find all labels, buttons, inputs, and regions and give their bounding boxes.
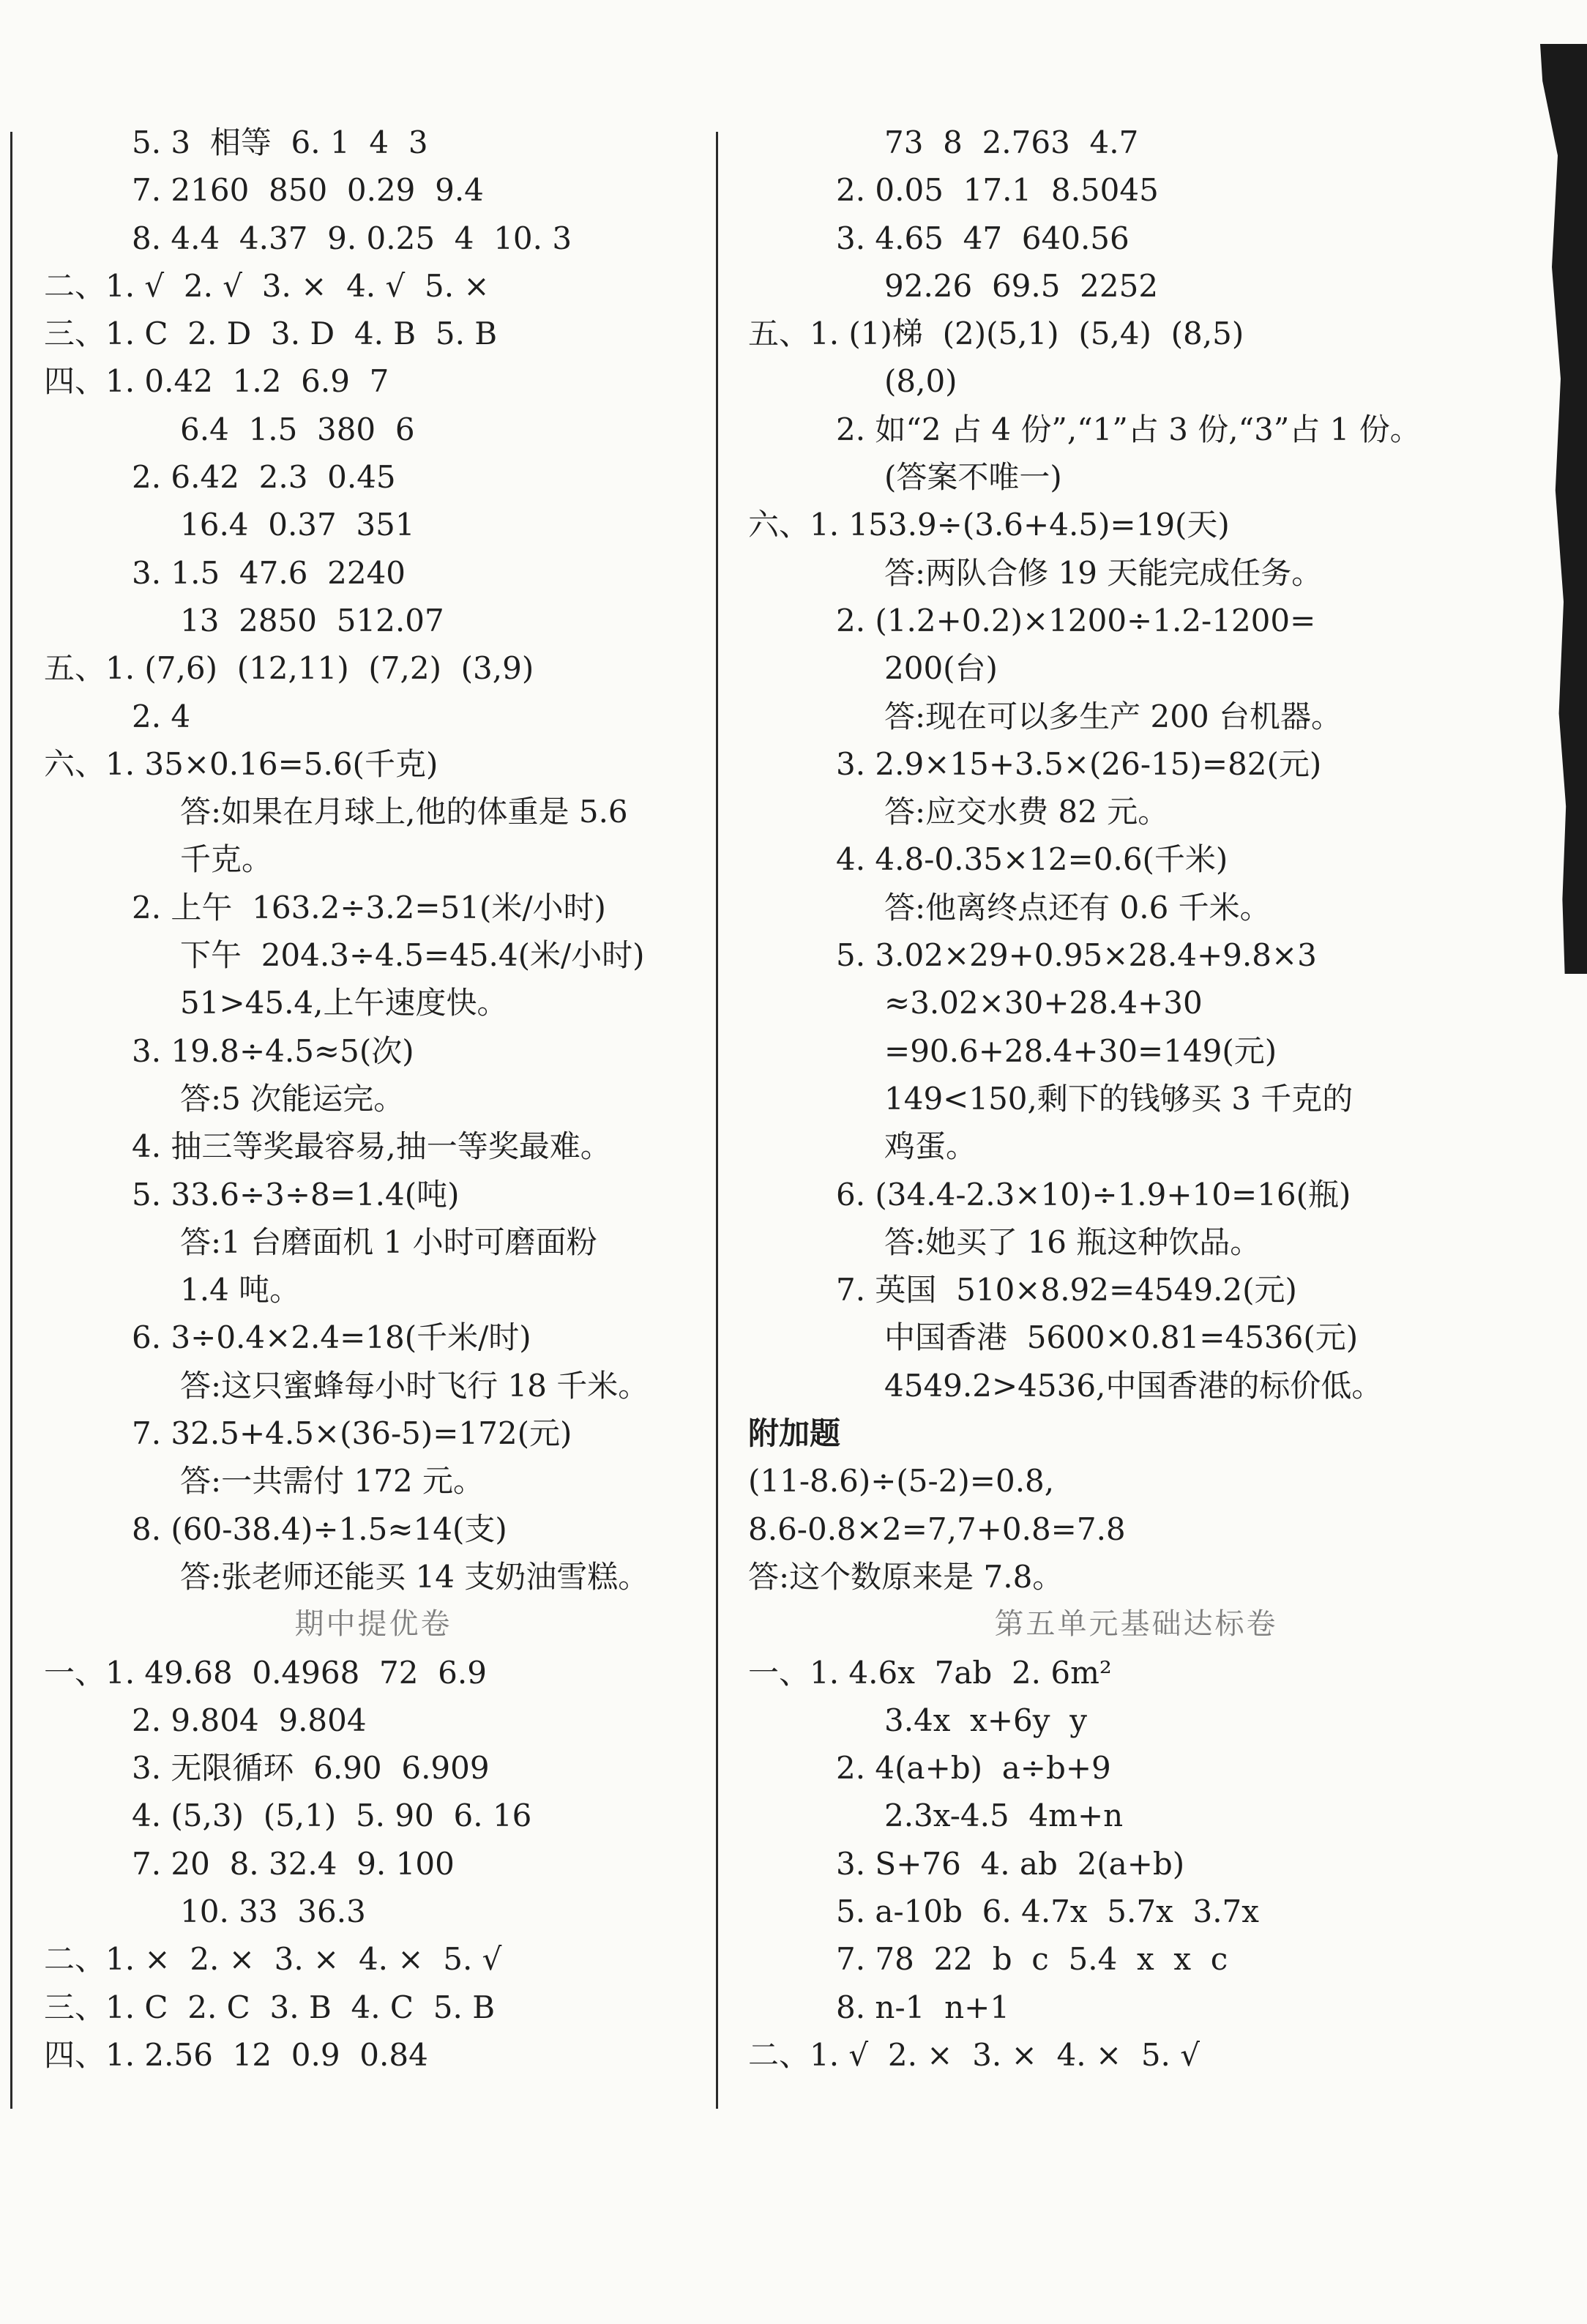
answer-line: 7. 32.5+4.5×(36-5)=172(元) [132, 1415, 572, 1452]
answer-line: 7. 2160 850 0.29 9.4 [132, 172, 484, 209]
answer-line: 六、1. 35×0.16=5.6(千克) [44, 745, 438, 782]
answer-line: (11-8.6)÷(5-2)=0.8, [748, 1463, 1055, 1500]
answer-line: 2. 4 [132, 698, 191, 734]
answer-line: 149<150,剩下的钱够买 3 千克的 [884, 1080, 1353, 1117]
answer-line: 4549.2>4536,中国香港的标价低。 [884, 1367, 1383, 1404]
answer-line: 200(台) [884, 650, 998, 687]
answer-line: 6. (34.4-2.3×10)÷1.9+10=16(瓶) [836, 1176, 1351, 1213]
answer-line: 1.4 吨。 [180, 1272, 301, 1308]
answer-line: 7. 20 8. 32.4 9. 100 [132, 1845, 455, 1882]
answer-line: (8,0) [884, 363, 957, 400]
answer-line: 13 2850 512.07 [180, 602, 444, 638]
answer-line: 3.4x x+6y y [884, 1702, 1087, 1738]
answer-line: 答:5 次能运完。 [180, 1080, 405, 1117]
answer-line: 3. 无限循环 6.90 6.909 [132, 1750, 490, 1787]
answer-line: (答案不唯一) [884, 459, 1062, 496]
answer-line: 四、1. 0.42 1.2 6.9 7 [44, 363, 389, 400]
column-divider [716, 132, 718, 2109]
answer-line: 2. (1.2+0.2)×1200÷1.2-1200= [836, 602, 1316, 638]
answer-line: 3. 19.8÷4.5≈5(次) [132, 1032, 414, 1069]
answer-line: 16.4 0.37 351 [180, 507, 415, 543]
answer-line: 二、1. × 2. × 3. × 4. × 5. √ [44, 1941, 502, 1978]
answer-line: 答:他离终点还有 0.6 千米。 [884, 889, 1271, 925]
answer-line: 2. 0.05 17.1 8.5045 [836, 172, 1159, 209]
answer-line: 答:这个数原来是 7.8。 [748, 1558, 1064, 1595]
answer-line: 五、1. (7,6) (12,11) (7,2) (3,9) [44, 650, 534, 687]
left-border-rule [10, 132, 12, 2109]
answer-line: 6. 3÷0.4×2.4=18(千米/时) [132, 1319, 531, 1356]
answer-line: 2. 如“2 占 4 份”,“1”占 3 份,“3”占 1 份。 [836, 411, 1421, 447]
answer-line: 92.26 69.5 2252 [884, 267, 1159, 304]
answer-line: 下午 204.3÷4.5=45.4(米/小时) [180, 937, 645, 974]
answer-line: 3. 2.9×15+3.5×(26-15)=82(元) [836, 745, 1322, 782]
answer-line: 3. S+76 4. ab 2(a+b) [836, 1845, 1185, 1882]
answer-line: 一、1. 4.6x 7ab 2. 6m² [748, 1654, 1112, 1691]
answer-line: 千克。 [180, 841, 273, 878]
answer-line: 5. 3 相等 6. 1 4 3 [132, 124, 428, 160]
right-column [748, 119, 1524, 2079]
answer-line: 2.3x-4.5 4m+n [884, 1798, 1124, 1834]
answer-line: 5. a-10b 6. 4.7x 5.7x 3.7x [836, 1893, 1259, 1929]
answer-line: 73 8 2.763 4.7 [884, 124, 1139, 160]
answer-line: 6.4 1.5 380 6 [180, 411, 415, 447]
answer-line: 一、1. 49.68 0.4968 72 6.9 [44, 1654, 487, 1691]
answer-line: 答:1 台磨面机 1 小时可磨面粉 [180, 1224, 597, 1260]
answer-line: 8. (60-38.4)÷1.5≈14(支) [132, 1511, 507, 1547]
answer-line: 7. 英国 510×8.92=4549.2(元) [836, 1272, 1297, 1308]
answer-line: 二、1. √ 2. √ 3. × 4. √ 5. × [44, 267, 490, 304]
answer-line: 5. 33.6÷3÷8=1.4(吨) [132, 1176, 460, 1213]
answer-line: 2. 4(a+b) a÷b+9 [836, 1750, 1111, 1787]
answer-line: 51>45.4,上午速度快。 [180, 985, 508, 1021]
answer-line: 答:她买了 16 瓶这种饮品。 [884, 1224, 1261, 1260]
answer-line: 答:张老师还能买 14 支奶油雪糕。 [180, 1558, 649, 1595]
answer-line: 2. 上午 163.2÷3.2=51(米/小时) [132, 889, 606, 925]
answer-line: 3. 4.65 47 640.56 [836, 220, 1129, 256]
answer-line: 2. 6.42 2.3 0.45 [132, 459, 396, 496]
answer-line: 答:这只蜜蜂每小时飞行 18 千米。 [180, 1367, 649, 1404]
answer-line: 答:一共需付 172 元。 [180, 1463, 485, 1500]
answer-line: 5. 3.02×29+0.95×28.4+9.8×3 [836, 937, 1317, 974]
left-column [44, 119, 703, 2079]
answer-line: 三、1. C 2. C 3. B 4. C 5. B [44, 1989, 496, 2025]
answer-line: 二、1. √ 2. × 3. × 4. × 5. √ [748, 2036, 1200, 2073]
answer-line: 答:现在可以多生产 200 台机器。 [884, 698, 1343, 734]
answer-line: 4. 抽三等奖最容易,抽一等奖最难。 [132, 1128, 611, 1165]
answer-line: 三、1. C 2. D 3. D 4. B 5. B [44, 316, 498, 352]
answer-line: 4. 4.8-0.35×12=0.6(千米) [836, 841, 1228, 878]
answer-line: 4. (5,3) (5,1) 5. 90 6. 16 [132, 1798, 532, 1834]
torn-page-edge [1528, 44, 1587, 974]
answer-line: 8. 4.4 4.37 9. 0.25 4 10. 3 [132, 220, 572, 256]
answer-line: 五、1. (1)梯 (2)(5,1) (5,4) (8,5) [748, 316, 1244, 352]
answer-line: 四、1. 2.56 12 0.9 0.84 [44, 2036, 428, 2073]
answer-line: 答:两队合修 19 天能完成任务。 [884, 554, 1323, 591]
answer-line: 答:应交水费 82 元。 [884, 794, 1169, 830]
answer-line: 3. 1.5 47.6 2240 [132, 554, 406, 591]
answer-line: 8.6-0.8×2=7,7+0.8=7.8 [748, 1511, 1126, 1547]
section-title: 第五单元基础达标卷 [994, 1607, 1278, 1642]
answer-line: ≈3.02×30+28.4+30 [884, 985, 1203, 1021]
answer-line: 10. 33 36.3 [180, 1893, 366, 1929]
section-title: 期中提优卷 [294, 1607, 452, 1642]
answer-line: 六、1. 153.9÷(3.6+4.5)=19(天) [748, 507, 1230, 543]
answer-line: 鸡蛋。 [884, 1128, 977, 1165]
answer-line: 2. 9.804 9.804 [132, 1702, 367, 1738]
answer-line: 7. 78 22 b c 5.4 x x c [836, 1941, 1228, 1978]
answer-line: =90.6+28.4+30=149(元) [884, 1032, 1277, 1069]
section-heading: 附加题 [748, 1415, 841, 1452]
answer-line: 答:如果在月球上,他的体重是 5.6 [180, 794, 628, 830]
answer-line: 中国香港 5600×0.81=4536(元) [884, 1319, 1359, 1356]
answer-line: 8. n-1 n+1 [836, 1989, 1010, 2025]
